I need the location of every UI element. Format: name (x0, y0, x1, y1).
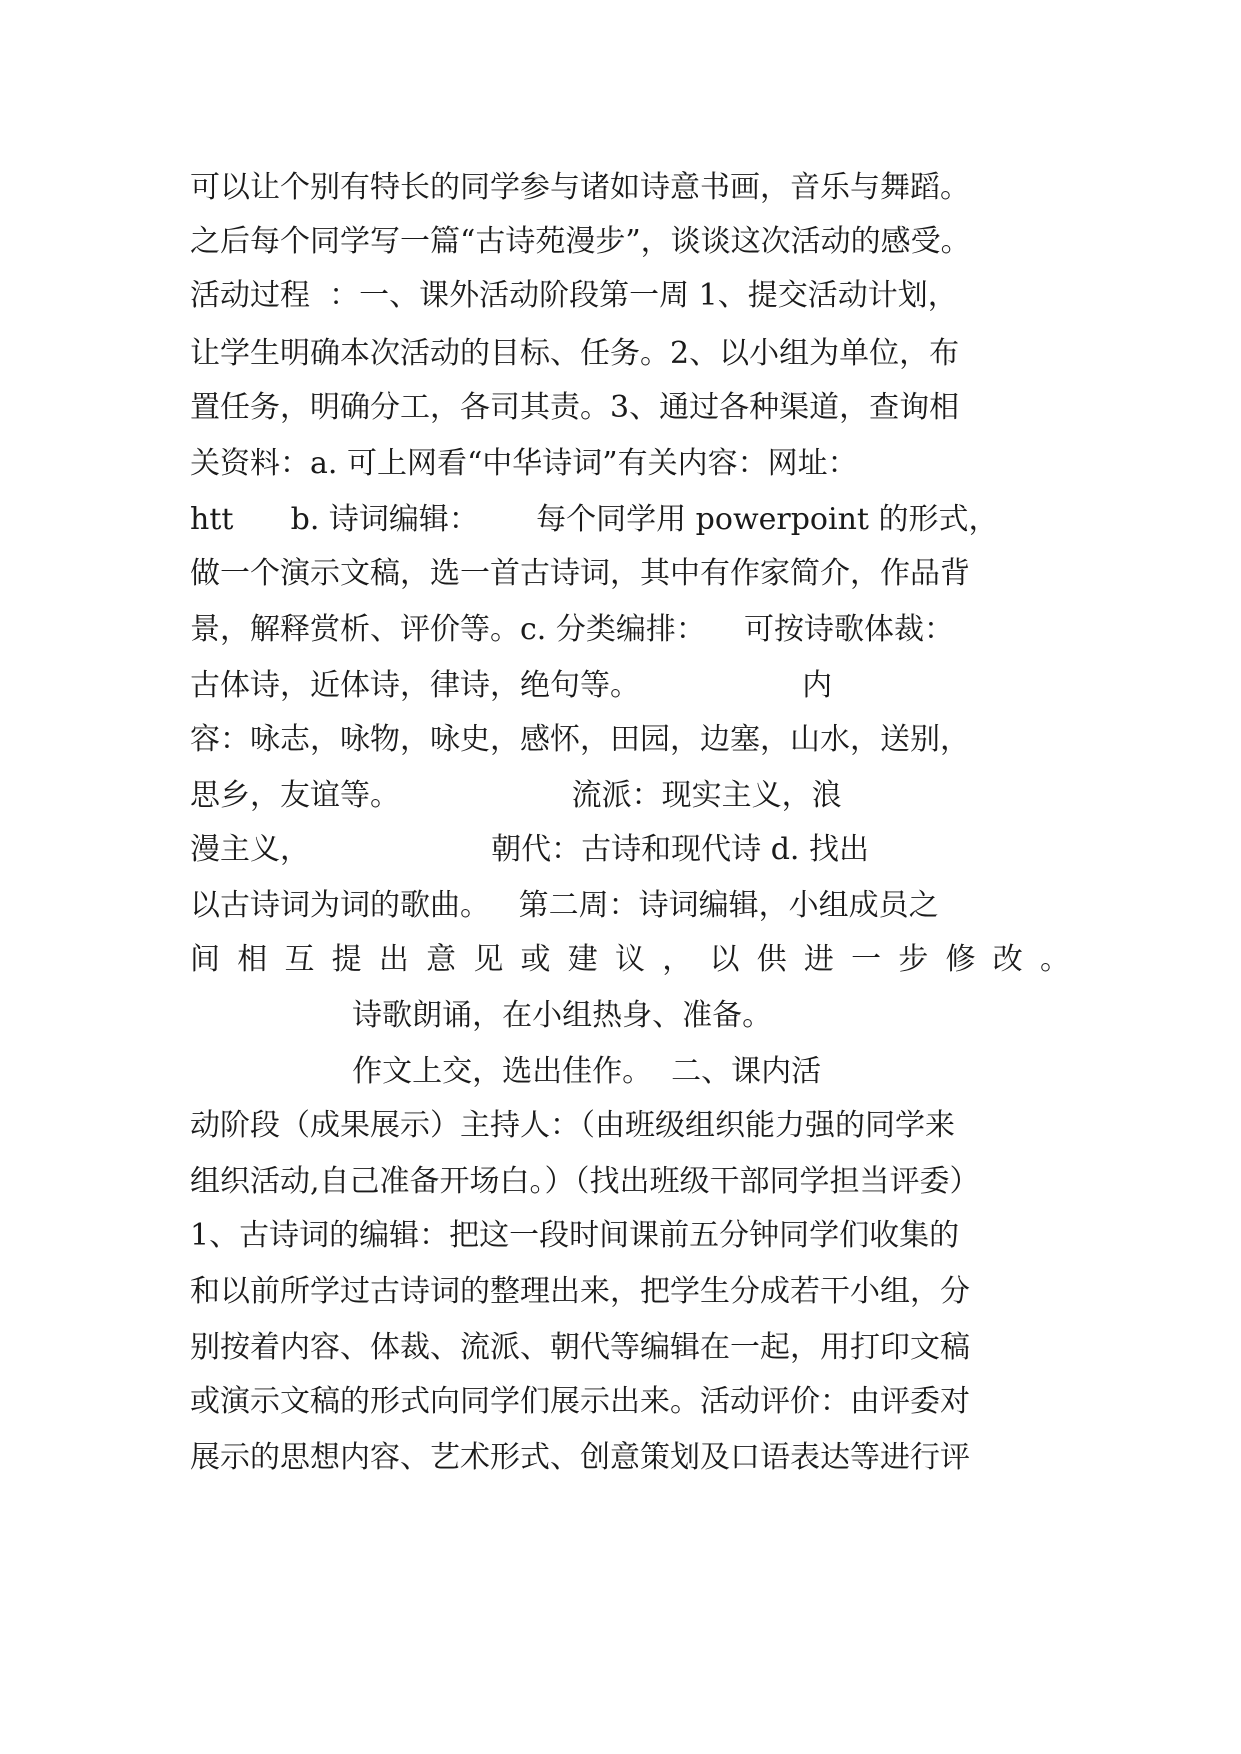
text-line: 容：咏志，咏物，咏史，感怀，田园，边塞，山水，送别， (190, 722, 970, 757)
text-line: 做一个演示文稿，选一首古诗词，其中有作家简介，作品背 (190, 556, 970, 591)
text-line: 或演示文稿的形式向同学们展示出来。活动评价：由评委对 (190, 1384, 970, 1419)
text-line: 动阶段（成果展示）主持人：（由班级组织能力强的同学来 (190, 1108, 955, 1143)
text-line: 作文上交，选出佳作。 二、课内活 (190, 1054, 822, 1089)
text-line: 以古诗词为词的歌曲。 第二周：诗词编辑，小组成员之 (190, 888, 939, 923)
text-line: 景，解释赏析、评价等。c. 分类编排： 可按诗歌体裁： (190, 612, 955, 647)
text-line: htt b. 诗词编辑： 每个同学用 powerpoint 的形式， (190, 502, 999, 537)
text-line: 别按着内容、体裁、流派、朝代等编辑在一起，用打印文稿 (190, 1330, 970, 1365)
text-line: 之后每个同学写一篇“古诗苑漫步”，谈谈这次活动的感受。 (190, 224, 971, 259)
text-line: 思乡，友谊等。 流派：现实主义，浪 (190, 778, 842, 813)
text-line: 可以让个别有特长的同学参与诸如诗意书画，音乐与舞蹈。 (190, 170, 970, 205)
text-line: 和以前所学过古诗词的整理出来，把学生分成若干小组，分 (190, 1274, 970, 1309)
text-line: 让学生明确本次活动的目标、任务。2、以小组为单位，布 (190, 336, 960, 371)
text-line: 组织活动,自己准备开场白。）（找出班级干部同学担当评委） (190, 1164, 980, 1199)
text-line: 展示的思想内容、艺术形式、创意策划及口语表达等进行评 (190, 1440, 970, 1475)
text-line: 间相互提出意见或建议，以供进一步修改。 (190, 942, 1070, 977)
text-line: 1、古诗词的编辑：把这一段时间课前五分钟同学们收集的 (190, 1218, 960, 1253)
text-line: 置任务，明确分工，各司其责。3、通过各种渠道，查询相 (190, 390, 960, 425)
text-line: 诗歌朗诵，在小组热身、准备。 (190, 998, 773, 1033)
text-line: 漫主义， 朝代：古诗和现代诗 d. 找出 (190, 832, 869, 867)
text-line: 活动过程 ：一、课外活动阶段第一周 1、提交活动计划， (190, 278, 958, 313)
text-line: 关资料：a. 可上网看“中华诗词”有关内容：网址： (190, 446, 858, 481)
text-line: 古体诗，近体诗，律诗，绝句等。 内 (190, 668, 833, 703)
